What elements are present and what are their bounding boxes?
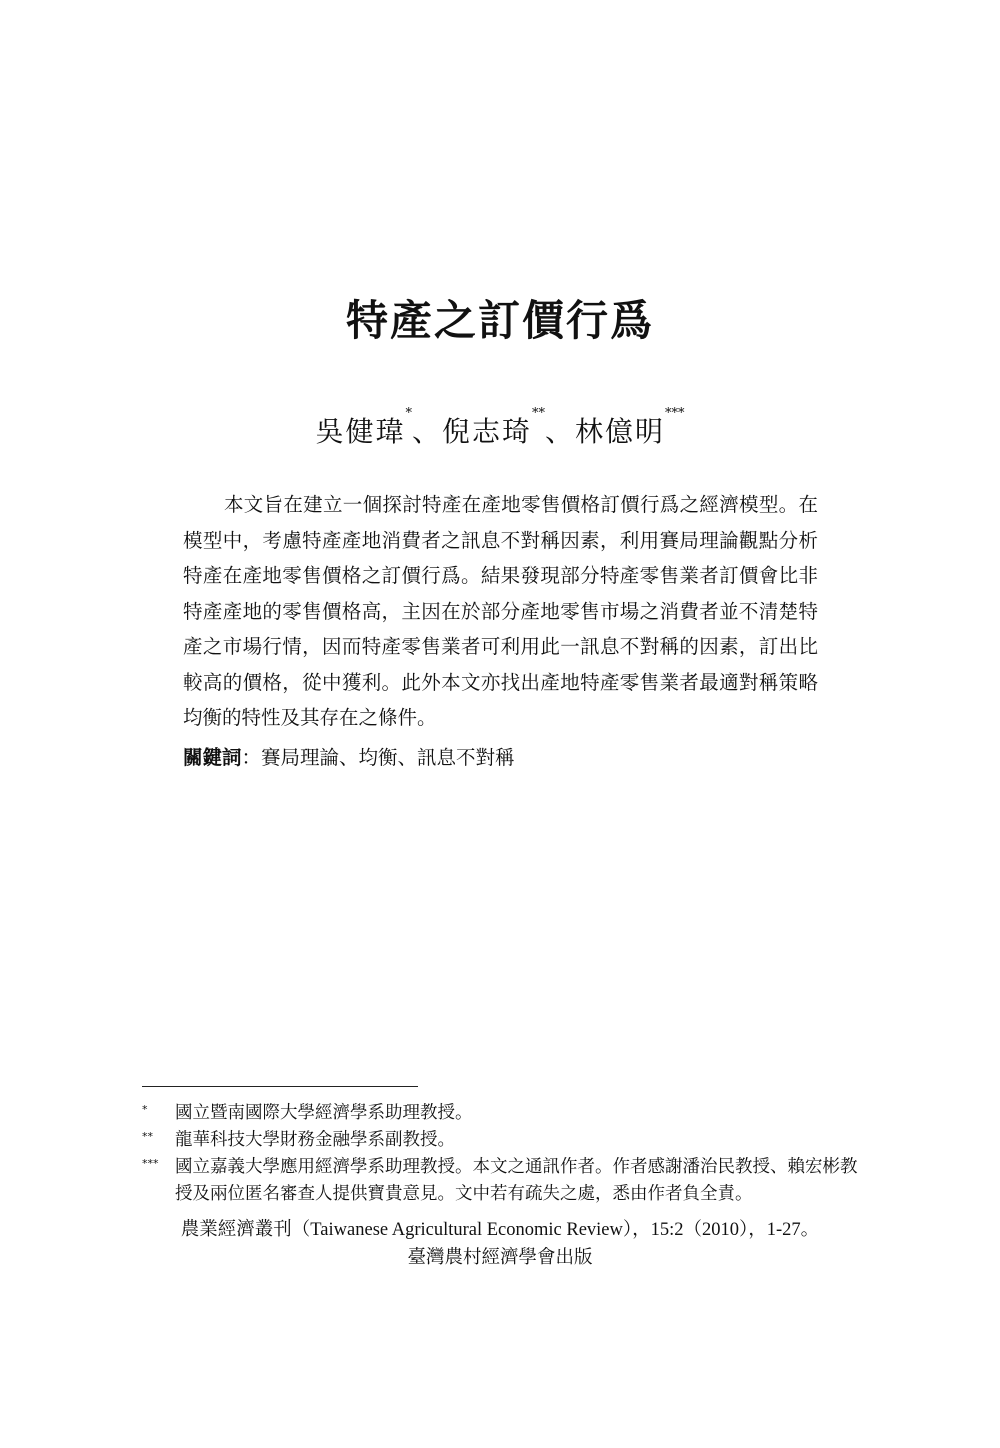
footnote-mark: * bbox=[142, 1103, 148, 1116]
author-name: 林億明 bbox=[575, 415, 666, 448]
footnotes bbox=[142, 1100, 872, 1208]
keywords-text: 賽局理論、均衡、訊息不對稱 bbox=[261, 746, 515, 769]
footnote-text: 龍華科技大學財務金融學系副教授。 bbox=[175, 1130, 455, 1150]
citation-line: 農業經濟叢刊（Taiwanese Agricultural Economic Review），15:2（2010），1-27。 bbox=[180, 1220, 820, 1240]
footnote-item bbox=[142, 1100, 872, 1127]
author-separator: 、 bbox=[545, 415, 576, 448]
keywords-separator: ： bbox=[241, 746, 262, 769]
author-footnote-mark[interactable]: *** bbox=[665, 406, 685, 421]
footnote-item bbox=[142, 1127, 872, 1154]
footnote-divider bbox=[142, 1086, 418, 1087]
author-footnote-mark[interactable]: ** bbox=[532, 406, 545, 421]
author-line bbox=[0, 406, 1000, 450]
footnote-mark: *** bbox=[142, 1157, 159, 1170]
footnote-text: 國立嘉義大學應用經濟學系助理教授。本文之通訊作者。作者感謝潘治民教授、賴宏彬教授及兩位匿名審查人提供寶貴意見。文中若有疏失之處，悉由作者負全責。 bbox=[175, 1157, 858, 1204]
keywords-label: 關鍵詞 bbox=[183, 746, 242, 769]
publisher-line: 臺灣農村經濟學會出版 bbox=[407, 1248, 593, 1268]
author-separator: 、 bbox=[411, 415, 442, 448]
author-name: 倪志琦 bbox=[441, 415, 532, 448]
abstract-paragraph: 本文旨在建立一個探討特產在產地零售價格訂價行爲之經濟模型。在模型中，考慮特產產地消費者之訊息不對稱因素，利用賽局理論觀點分析特產在產地零售價格之訂價行爲。結果發現部分特產零售業者訂價會比非特產產地的零售價格高，主因在於部分產地零售市場之消費者並不清楚特產之市場行情，因而特產零售業者可利用此一訊息不對稱的因素，訂出比較高的價格，從中獲利。此外本文亦找出產地特產零售業者最適對稱策略均衡的特性及其存在之條件。 bbox=[183, 493, 818, 729]
journal-citation bbox=[0, 1216, 1000, 1272]
footnote-item bbox=[142, 1154, 872, 1208]
footnote-text: 國立暨南國際大學經濟學系助理教授。 bbox=[175, 1103, 473, 1123]
author-footnote-mark[interactable]: * bbox=[405, 406, 412, 421]
author-name: 吳健瑋 bbox=[315, 415, 406, 448]
paper-title: 特產之訂價行爲 bbox=[345, 296, 654, 345]
footnote-mark: ** bbox=[142, 1130, 153, 1143]
keywords-line bbox=[183, 742, 515, 770]
